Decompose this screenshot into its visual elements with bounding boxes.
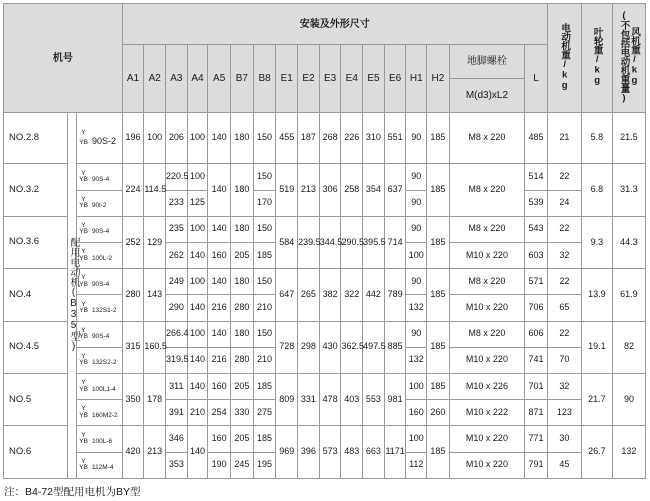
dim-e4: 226 [341,113,363,164]
dim-a5: 216 [208,347,231,373]
dim-a4: 125 [187,190,208,216]
motor-weight-cell: 32 [547,374,581,400]
dim-a1: 420 [122,426,144,479]
dim-b8: 150 [253,164,276,190]
dim-e5: 395.5 [363,216,385,268]
dim-a1: 280 [122,269,144,321]
dim-e6: 714 [384,216,406,268]
dim-h1: 100 [406,374,427,400]
dim-b7: 180 [231,113,254,164]
impeller-weight-cell: 6.8 [581,164,612,216]
dim-h1: 90 [406,164,427,190]
fan-weight-cell: 82 [612,321,645,373]
dim-col-header: B7 [231,45,254,113]
impeller-weight-cell: 13.9 [581,269,612,321]
impeller-weight-cell: 21.7 [581,374,612,426]
dim-b7: 330 [231,400,254,426]
dim-a1: 224 [122,164,144,216]
bolt-cell: M8 x 220 [449,164,524,216]
dim-h1: 132 [406,295,427,321]
motor-type-cell: Y YB 112M-4 [77,452,122,478]
dim-a4: 100 [187,269,208,295]
dim-e3: 344.5 [319,216,341,268]
dim-a4: 100 [187,113,208,164]
length-cell: 485 [525,113,548,164]
dim-b7: 205 [231,243,254,269]
dim-e2: 265 [298,269,320,321]
dim-e1: 969 [276,426,298,479]
dim-a3: 290 [166,295,188,321]
motor-weight-cell: 22 [547,164,581,190]
length-cell: 606 [525,321,548,347]
dim-e5: 497.5 [363,321,385,373]
dim-a4: 140 [187,243,208,269]
dim-a5: 140 [208,269,231,295]
motor-weight-cell: 123 [547,400,581,426]
dim-a3: 233 [166,190,188,216]
motor-weight-cell: 22 [547,269,581,295]
motor-weight-cell: 21 [547,113,581,164]
dim-h2: 185 [427,426,450,479]
dim-h2: 260 [427,400,450,426]
dim-a3: 249 [166,269,188,295]
dim-a3: 266.4 [166,321,188,347]
dim-b8: 150 [253,321,276,347]
dim-col-header: A1 [122,45,144,113]
dim-e2: 239.5 [298,216,320,268]
dim-h1: 90 [406,113,427,164]
table-row [4,164,646,190]
fan-model-cell: NO.4.5 [4,321,68,373]
fan-model-cell: NO.2.8 [4,113,68,164]
dim-b8: 150 [253,269,276,295]
dim-b7: 180 [231,216,254,242]
motor-type-cell: Y YB 132S1-2 [77,295,122,321]
dim-a2: 129 [144,216,166,268]
dim-a3: 262 [166,243,188,269]
dim-b8: 185 [253,426,276,452]
dim-a2: 160.5 [144,321,166,373]
dim-h2: 185 [427,269,450,321]
dim-b7: 180 [231,269,254,295]
dim-b8: 185 [253,374,276,400]
bolt-cell: M10 x 220 [449,347,524,373]
dim-e2: 298 [298,321,320,373]
dim-h1: 90 [406,321,427,347]
dim-a3: 311 [166,374,188,400]
dim-e6: 981 [384,374,406,426]
length-cell: 514 [525,164,548,190]
impeller-weight-cell: 5.8 [581,113,612,164]
fan-weight-cell: 31.3 [612,164,645,216]
length-cell: 543 [525,216,548,242]
dim-col-header: A2 [144,45,166,113]
dim-a4: 140 [187,374,208,400]
table-row [4,426,646,452]
dim-a1: 196 [122,113,144,164]
dim-h1: 100 [406,426,427,452]
dim-h1: 90 [406,216,427,242]
motor-weight-cell: 65 [547,295,581,321]
dim-a3: 346 [166,426,188,452]
dim-a1: 252 [122,216,144,268]
dim-a5: 190 [208,452,231,478]
dim-a3: 319.5 [166,347,188,373]
motor-weight-header: 电动机重/kg [547,4,581,113]
impeller-weight-header: 叶轮重/kg [581,4,612,113]
length-cell: 603 [525,243,548,269]
bolt-cell: M10 x 226 [449,374,524,400]
bolt-cell: M10 x 220 [449,426,524,452]
motor-weight-cell: 70 [547,347,581,373]
fan-weight-header: 风机重/kg (不包括电动机重量) [612,4,645,113]
motor-type-cell: Y YB 90S-4 [77,164,122,190]
length-cell: 741 [525,347,548,373]
fan-model-cell: NO.4 [4,269,68,321]
dim-a3: 220.5 [166,164,188,190]
dim-h2: 185 [427,113,450,164]
dim-a5: 254 [208,400,231,426]
dim-a3: 353 [166,452,188,478]
motor-weight-cell: 32 [547,243,581,269]
dim-a5: 140 [208,113,231,164]
dim-h1: 112 [406,452,427,478]
dim-a5: 140 [208,321,231,347]
dim-h2: 185 [427,216,450,268]
dim-col-header: A4 [187,45,208,113]
dim-a1: 315 [122,321,144,373]
dim-col-header: E1 [276,45,298,113]
dim-a2: 143 [144,269,166,321]
bolt-cell: M8 x 220 [449,216,524,242]
dim-a5: 160 [208,374,231,400]
motor-weight-cell: 24 [547,190,581,216]
motor-weight-cell: 22 [547,216,581,242]
dim-e4: 290.5 [341,216,363,268]
dim-a2: 114.5 [144,164,166,216]
dim-e6: 885 [384,321,406,373]
dim-a4: 140 [187,295,208,321]
dim-a5: 216 [208,295,231,321]
bolt-sub-header: M(d3)xL2 [449,79,524,113]
dim-col-header: B8 [253,45,276,113]
dim-a5: 160 [208,243,231,269]
footnote: 注：B4-72型配用电机为BY型 [4,486,141,498]
dim-e1: 728 [276,321,298,373]
dim-e3: 306 [319,164,341,216]
dim-a4: 100 [187,164,208,190]
bolt-cell: M10 x 222 [449,400,524,426]
fan-model-cell: NO.3.6 [4,216,68,268]
dim-col-header: A5 [208,45,231,113]
bolt-cell: M8 x 220 [449,113,524,164]
dim-b7: 245 [231,452,254,478]
dim-col-header: E5 [363,45,385,113]
dim-e4: 403 [341,374,363,426]
bolt-cell: M8 x 220 [449,269,524,295]
dim-e2: 331 [298,374,320,426]
dim-e6: 789 [384,269,406,321]
dim-h1: 100 [406,243,427,269]
dim-b8: 150 [253,113,276,164]
dim-h2: 185 [427,321,450,373]
fan-model-cell: NO.5 [4,374,68,426]
dim-a4: 140 [187,426,208,479]
dim-e6: 1171 [384,426,406,479]
dim-a2: 213 [144,426,166,479]
fan-weight-cell: 44.3 [612,216,645,268]
table-row [4,113,646,164]
dim-b7: 280 [231,347,254,373]
impeller-weight-cell: 19.1 [581,321,612,373]
dim-e4: 322 [341,269,363,321]
dim-h1: 90 [406,190,427,216]
table-row [4,269,646,295]
dim-col-header: A3 [166,45,188,113]
dim-a3: 235 [166,216,188,242]
fan-model-cell: NO.6 [4,426,68,479]
motor-type-cell: Y YB 90S-2 [77,113,122,164]
dim-h1: 132 [406,347,427,373]
dim-col-header: E6 [384,45,406,113]
l-header: L [525,45,548,113]
dim-e3: 268 [319,113,341,164]
dim-b7: 180 [231,321,254,347]
length-cell: 771 [525,426,548,452]
fan-model-cell: NO.3.2 [4,164,68,216]
dim-e3: 573 [319,426,341,479]
dim-col-header: E2 [298,45,320,113]
dim-e5: 354 [363,164,385,216]
dim-b7: 205 [231,426,254,452]
dim-a1: 350 [122,374,144,426]
dim-a4: 100 [187,321,208,347]
dim-a5: 140 [208,164,231,216]
dim-b8: 170 [253,190,276,216]
dim-e6: 637 [384,164,406,216]
dim-b8: 185 [253,243,276,269]
length-cell: 871 [525,400,548,426]
fan-weight-cell: 90 [612,374,645,426]
dim-e1: 455 [276,113,298,164]
impeller-weight-cell: 26.7 [581,426,612,479]
motor-weight-cell: 30 [547,426,581,452]
model-header: 机号 [4,4,123,113]
dim-a2: 100 [144,113,166,164]
dim-a5: 160 [208,426,231,452]
bolt-header: 地脚螺栓 [449,45,524,79]
bolt-cell: M10 x 220 [449,295,524,321]
motor-type-cell: Y YB 100L-2 [77,243,122,269]
length-cell: 701 [525,374,548,400]
length-cell: 706 [525,295,548,321]
dim-e1: 584 [276,216,298,268]
bolt-cell: M10 x 220 [449,452,524,478]
dim-a4: 140 [187,347,208,373]
fan-weight-cell: 21.5 [612,113,645,164]
dim-col-header: E4 [341,45,363,113]
dim-e5: 663 [363,426,385,479]
dim-e1: 519 [276,164,298,216]
dim-b8: 150 [253,216,276,242]
table-row [4,321,646,347]
dim-e2: 396 [298,426,320,479]
dim-h2: 185 [427,164,450,216]
dim-b8: 195 [253,452,276,478]
dim-col-header: H1 [406,45,427,113]
dim-a2: 178 [144,374,166,426]
dim-e3: 478 [319,374,341,426]
length-cell: 571 [525,269,548,295]
dim-a3: 391 [166,400,188,426]
fan-weight-cell: 61.9 [612,269,645,321]
dim-e4: 483 [341,426,363,479]
dim-col-header: H2 [427,45,450,113]
length-cell: 791 [525,452,548,478]
dim-h1: 160 [406,400,427,426]
motor-type-cell: Y YB 90l-2 [77,190,122,216]
table-row [4,216,646,242]
motor-type-cell: Y YB 90S-4 [77,269,122,295]
dim-col-header: E3 [319,45,341,113]
bolt-cell: M8 x 220 [449,321,524,347]
dim-b7: 180 [231,164,254,216]
dim-b7: 205 [231,374,254,400]
motor-type-cell: Y YB 160M2-2 [77,400,122,426]
dim-e3: 430 [319,321,341,373]
motor-type-cell: Y YB 132S2-2 [77,347,122,373]
dim-b8: 210 [253,295,276,321]
dim-b8: 275 [253,400,276,426]
motor-weight-cell: 22 [547,321,581,347]
table-row [4,374,646,400]
motor-type-cell: Y YB 90S-4 [77,321,122,347]
spec-table [3,3,646,479]
dim-h2: 185 [427,374,450,400]
motor-side-label: 配用电动机(B35型) [67,113,76,479]
dim-e4: 362.5 [341,321,363,373]
dim-e1: 809 [276,374,298,426]
impeller-weight-cell: 9.3 [581,216,612,268]
dimensions-header: 安装及外形尺寸 [122,4,547,45]
dim-e2: 213 [298,164,320,216]
dim-a4: 100 [187,216,208,242]
dim-b8: 210 [253,347,276,373]
dim-a4: 210 [187,400,208,426]
dim-a5: 140 [208,216,231,242]
length-cell: 539 [525,190,548,216]
dim-a3: 206 [166,113,188,164]
motor-type-cell: Y YB 90S-4 [77,216,122,242]
dim-b7: 280 [231,295,254,321]
motor-type-cell: Y YB 100L-6 [77,426,122,452]
dim-e1: 647 [276,269,298,321]
dim-e5: 310 [363,113,385,164]
dim-e2: 187 [298,113,320,164]
bolt-cell: M10 x 220 [449,243,524,269]
dim-h1: 90 [406,269,427,295]
fan-weight-cell: 132 [612,426,645,479]
motor-weight-cell: 45 [547,452,581,478]
dim-e6: 551 [384,113,406,164]
dim-e5: 442 [363,269,385,321]
motor-type-cell: Y YB 100L1-4 [77,374,122,400]
dim-e4: 258 [341,164,363,216]
dim-e3: 382 [319,269,341,321]
dim-e5: 553 [363,374,385,426]
